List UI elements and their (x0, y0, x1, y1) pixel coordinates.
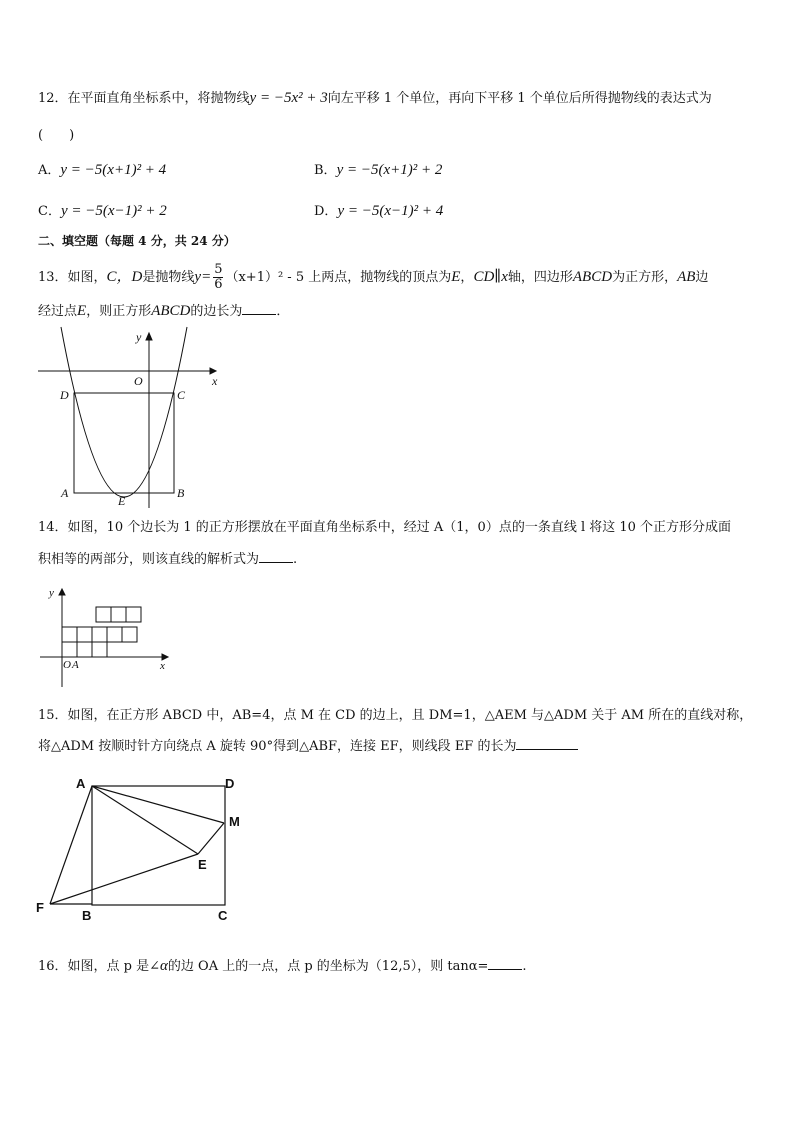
q13-point-e: E (77, 303, 87, 319)
segment-am (92, 786, 224, 823)
grid-square (62, 642, 77, 657)
q15-answer-blank[interactable] (516, 737, 578, 750)
point-label-a: A (76, 776, 86, 791)
origin-label: O (134, 374, 143, 388)
q14-text: . (293, 552, 298, 567)
q13-side-ab: AB (677, 269, 696, 285)
q12-option-d[interactable] (314, 201, 443, 222)
q14-figure (36, 585, 176, 690)
q14-stem-line1: 14．如图，10 个边长为 1 的正方形摆放在平面直角坐标系中，经过 A（1，0）点的一条直线 l 将这 10 个正方形分成面 (38, 520, 732, 535)
q12-option-b[interactable] (314, 160, 442, 181)
q12-suffix: 向左平移 1 个单位，再向下平移 1 个单位后所得抛物线的表达式为 (327, 91, 712, 106)
option-expression: y = −5(x+1)² + 2 (336, 162, 443, 178)
point-label-c: C (218, 908, 228, 923)
point-label-c: C (177, 388, 186, 402)
segment-ae (92, 786, 198, 854)
y-axis-arrow-icon (59, 589, 65, 595)
point-label-b: B (82, 908, 92, 923)
grid-square (92, 642, 107, 657)
point-label-d: D (225, 776, 235, 791)
option-label: D． (314, 204, 338, 219)
point-label-m: M (229, 814, 240, 829)
point-label-b: B (177, 486, 185, 500)
fraction-numerator: 5 (214, 262, 223, 277)
point-label-d: D (60, 388, 69, 402)
q13-fraction (213, 263, 223, 292)
parabola-curve (61, 327, 187, 497)
q13-text: 轴，四边形 (507, 270, 573, 285)
q14-text: 积相等的两部分，则该直线的解析式为 (38, 552, 260, 567)
q13-text: ． (276, 304, 290, 319)
y-axis-arrow-icon (146, 333, 152, 340)
grid-square (122, 627, 137, 642)
q12-stem (38, 88, 712, 109)
segment-em (198, 823, 224, 854)
option-label: C． (38, 204, 61, 219)
grid-square (111, 607, 126, 622)
q13-square-name: ABCD (572, 269, 613, 285)
q16-text: 的边 OA 上的一点，点 p 的坐标为（12,5），则 tanα= (167, 959, 489, 974)
q13-text: （x+1）² - 5 上两点，抛物线的顶点为 (225, 270, 452, 285)
option-label: B． (314, 163, 337, 178)
q13-text: ， (460, 270, 474, 285)
q13-y-eq: y= (194, 269, 212, 285)
section-heading: 二、填空题（每题 4 分，共 24 分） (38, 234, 236, 248)
q13-text: 是抛物线 (142, 270, 195, 285)
q14-stem-line2 (38, 550, 297, 570)
q15-figure (32, 770, 252, 930)
q13-point-e: E (451, 269, 461, 285)
q12-option-a[interactable] (38, 160, 166, 181)
option-label: A． (38, 163, 61, 178)
segment-fe (50, 854, 198, 904)
q13-stem-line2 (38, 301, 289, 322)
option-expression: y = −5(x−1)² + 4 (337, 203, 444, 219)
q13-text: 经过点 (38, 304, 78, 319)
q12-option-c[interactable] (38, 201, 167, 222)
q16-alpha: α (160, 958, 168, 974)
grid-square (77, 627, 92, 642)
q13-text: 为正方形， (612, 270, 678, 285)
q13-text: 边 (695, 270, 709, 285)
axis-label-y: y (136, 330, 142, 344)
q15-stem-line2 (38, 737, 578, 757)
q12-prefix: 12．在平面直角坐标系中，将抛物线 (38, 91, 250, 106)
q13-stem-line1 (38, 262, 708, 293)
grid-square (126, 607, 141, 622)
q15-text: 将△ADM 按顺时针方向绕点 A 旋转 90°得到△ABF，连接 EF，则线段 EF 的长为 (38, 739, 517, 754)
point-label-e: E (198, 857, 207, 872)
q16-stem (38, 956, 527, 977)
grid-square (77, 642, 92, 657)
q13-parallel: CD∥x (473, 269, 508, 285)
square-abcd (74, 393, 174, 493)
q16-text: 16．如图，点 p 是∠ (38, 959, 161, 974)
point-label-a: A (61, 486, 69, 500)
q14-answer-blank[interactable] (259, 550, 293, 563)
q13-points-cd: C，D (106, 269, 143, 285)
q16-answer-blank[interactable] (488, 957, 522, 970)
axis-label-x: x (212, 374, 218, 388)
grid-square (62, 627, 77, 642)
segment-af (50, 786, 92, 904)
option-expression: y = −5(x−1)² + 2 (60, 203, 167, 219)
point-label-f: F (36, 900, 44, 915)
grid-square (107, 627, 122, 642)
grid-square (96, 607, 111, 622)
q13-answer-blank[interactable] (242, 302, 276, 315)
point-label-a: A (72, 659, 79, 671)
q13-figure (30, 325, 230, 515)
axis-label-y: y (49, 587, 54, 599)
q13-text: 13．如图， (38, 270, 107, 285)
point-label-e: E (118, 494, 126, 508)
q16-text: . (522, 959, 527, 974)
q13-text: 的边长为 (190, 304, 243, 319)
q13-text: ，则正方形 (86, 304, 152, 319)
q15-stem-line1: 15．如图，在正方形 ABCD 中，AB=4，点 M 在 CD 的边上，且 DM=1，△AEM 与△ADM 关于 AM 所在的直线对称， (38, 708, 753, 723)
q13-square-name: ABCD (151, 303, 191, 319)
origin-label: O (63, 659, 71, 671)
axis-label-x: x (160, 660, 165, 672)
grid-square (92, 627, 107, 642)
option-expression: y = −5(x+1)² + 4 (60, 162, 167, 178)
q12-equation: y = −5x² + 3 (249, 90, 328, 106)
q12-answer-paren: ( ) (38, 128, 75, 143)
fraction-denominator: 6 (214, 277, 223, 292)
